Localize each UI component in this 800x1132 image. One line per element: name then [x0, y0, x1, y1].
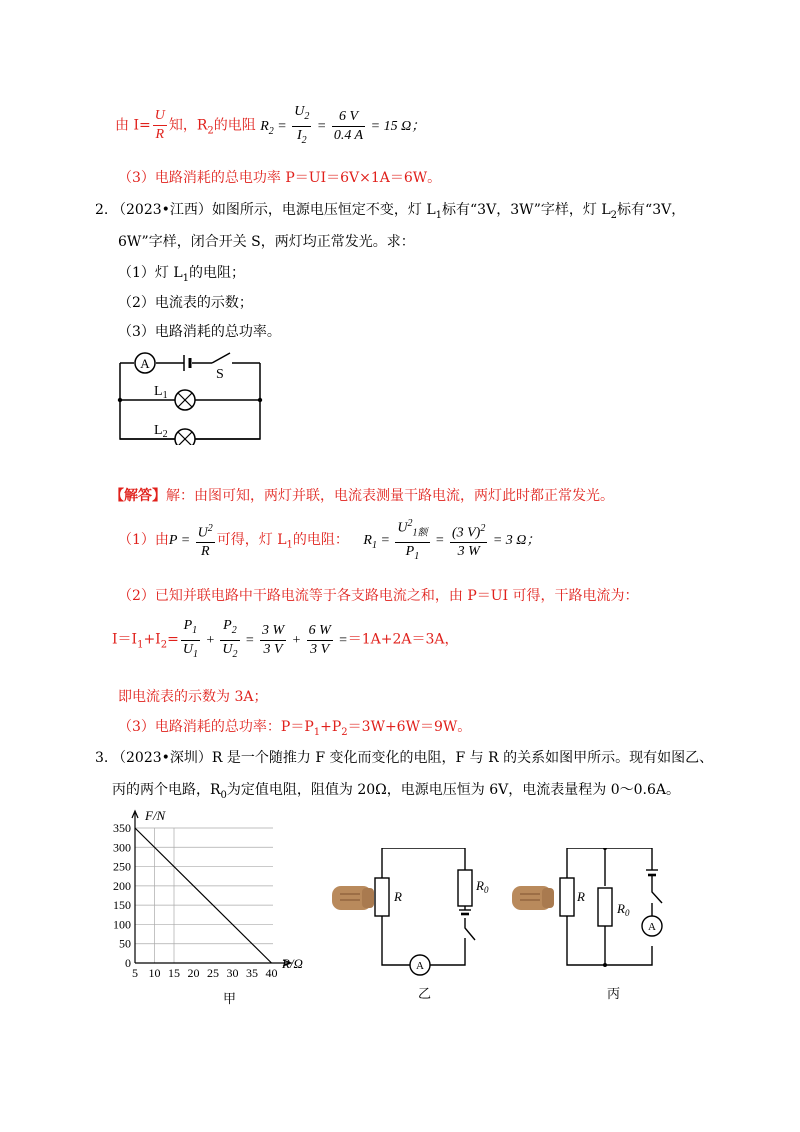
q2-sub1: （1）灯 $L_1$的电阻； [118, 265, 246, 284]
fraction-rated: $\frac{U^2_{1额}}{P_1}$ [395, 515, 429, 566]
series-line [135, 828, 272, 963]
answer2-a2-eq: $I=I_1+I_2=$ $\frac{P_1}{U_1}$ + $\frac{P_2}{U_2}$ = $\frac{3 W}{3 V}$ + $\frac{6 W}{3 V}$ =＝1A+2A＝3A， [112, 618, 459, 660]
fist-icon [510, 880, 556, 914]
svg-text:S: S [216, 367, 224, 382]
x-tick-label: 20 [187, 966, 200, 980]
svg-text:乙: 乙 [418, 986, 432, 1001]
q2-number: 2. [95, 202, 109, 218]
x-tick-label: 35 [246, 966, 258, 980]
answer2-a1: （1）由P = $\frac{U^2}{R}$ 可得，灯 $L_1$的电阻： $R_1$ = $\frac{U^2_{1额}}{P_1}$ = $\frac{(3 V)^2}{3 W}$ = 3 Ω； [118, 515, 540, 568]
y-tick-label: 150 [113, 898, 131, 913]
fraction-values: $\frac{6 V}{0.4 A}$ [333, 108, 364, 143]
fraction-3v-3w: $\frac{(3 V)^2}{3 W}$ [450, 520, 487, 562]
svg-text:A: A [648, 921, 656, 933]
resistor-r [375, 878, 389, 916]
y-tick-label: 300 [113, 840, 131, 855]
x-tick-label: 5 [132, 966, 138, 980]
q2-sub3: （3）电路消耗的总功率。 [118, 324, 281, 340]
resistor-r0 [458, 870, 472, 906]
resistor-r [560, 878, 574, 916]
svg-text:A: A [416, 960, 424, 972]
answer2-a2: （2）已知并联电路中干路电流等于各支路电流之和，由 P＝UI 可得，干路电流为： [118, 588, 639, 604]
fraction-u2-over-r: $\frac{U^2}{R}$ [196, 520, 215, 562]
x-tick-label: 25 [207, 966, 219, 980]
x-tick-label: 10 [148, 966, 161, 980]
svg-text:R: R [394, 889, 402, 904]
svg-text:R: R [577, 889, 585, 904]
part1-step3: （3）电路消耗的总电功率 P＝UI＝6V×1A＝6W。 [118, 170, 442, 186]
y-axis-label: F/N [145, 808, 166, 823]
circuit-bing [555, 848, 670, 1013]
q2-line1: （2023•江西）如图所示，电源电压恒定不变，灯 $L_1$标有“3V，3W”字样，灯 $L_2$标有“3V， [112, 202, 686, 221]
x-tick-label: 15 [168, 966, 180, 980]
answer2-head: 【解答】解：由图可知，两灯并联，电流表测量干路电流，两灯此时都正常发光。 [110, 488, 614, 504]
figure-label-jia: 甲 [223, 991, 237, 1006]
x-axis-label: R/Ω [282, 956, 303, 971]
y-tick-label: 200 [113, 878, 131, 893]
q2-sub2: （2）电流表的示数； [118, 295, 253, 311]
x-tick-label: 40 [265, 966, 278, 980]
svg-text:L1: $L_1$ [154, 384, 168, 401]
resistor-r0 [598, 888, 612, 926]
q3-number: 3. [95, 750, 109, 766]
fraction-u2-over-i2: $\frac{U_2}{I_2}$ [294, 104, 310, 146]
svg-text:丙: 丙 [607, 986, 621, 1001]
q2-line2: 6W”字样，闭合开关 S，两灯均正常发光。求： [118, 234, 415, 250]
q3-line2: 丙的两个电路，$R_0$为定值电阻，阻值为 20Ω，电源电压恒为 6V，电流表量程为 0～0.6A。 [112, 782, 680, 801]
svg-text:R0: $R_0$ [617, 901, 630, 918]
fraction-u-over-r: $\frac{U}{R}$ [154, 108, 165, 143]
y-tick-label: 250 [113, 859, 131, 874]
svg-text:R0: $R_0$ [476, 878, 489, 895]
y-tick-label: 350 [113, 821, 131, 835]
circuit-yi [370, 848, 490, 1013]
x-tick-label: 30 [226, 966, 239, 980]
y-tick-label: 100 [113, 917, 131, 932]
answer2-a3: （3）电路消耗的总功率：$P=P_1+P_2=3W+6W=9W$。 [118, 719, 472, 738]
svg-text:A: A [140, 356, 150, 371]
f-r-chart [105, 805, 325, 1010]
formula-line-r2: 由 I= $\frac{U}{R}$ 知，$R_2$的电阻 $R_2$ = $\frac{U_2}{I_2}$ = $\frac{6 V}{0.4 A}$ = 15 Ω； [115, 103, 425, 151]
answer2-a2-note: 即电流表的示数为 3A； [118, 689, 268, 705]
q3-line1: （2023•深圳）R 是一个随推力 F 变化而变化的电阻，F 与 R 的关系如图甲所示。现有如图乙、 [112, 750, 714, 766]
y-tick-label: 0 [125, 956, 131, 970]
y-tick-label: 50 [119, 936, 131, 951]
svg-text:L2: $L_2$ [154, 423, 168, 440]
q2-circuit-diagram [112, 345, 267, 445]
lamp-l2-icon [175, 429, 195, 445]
